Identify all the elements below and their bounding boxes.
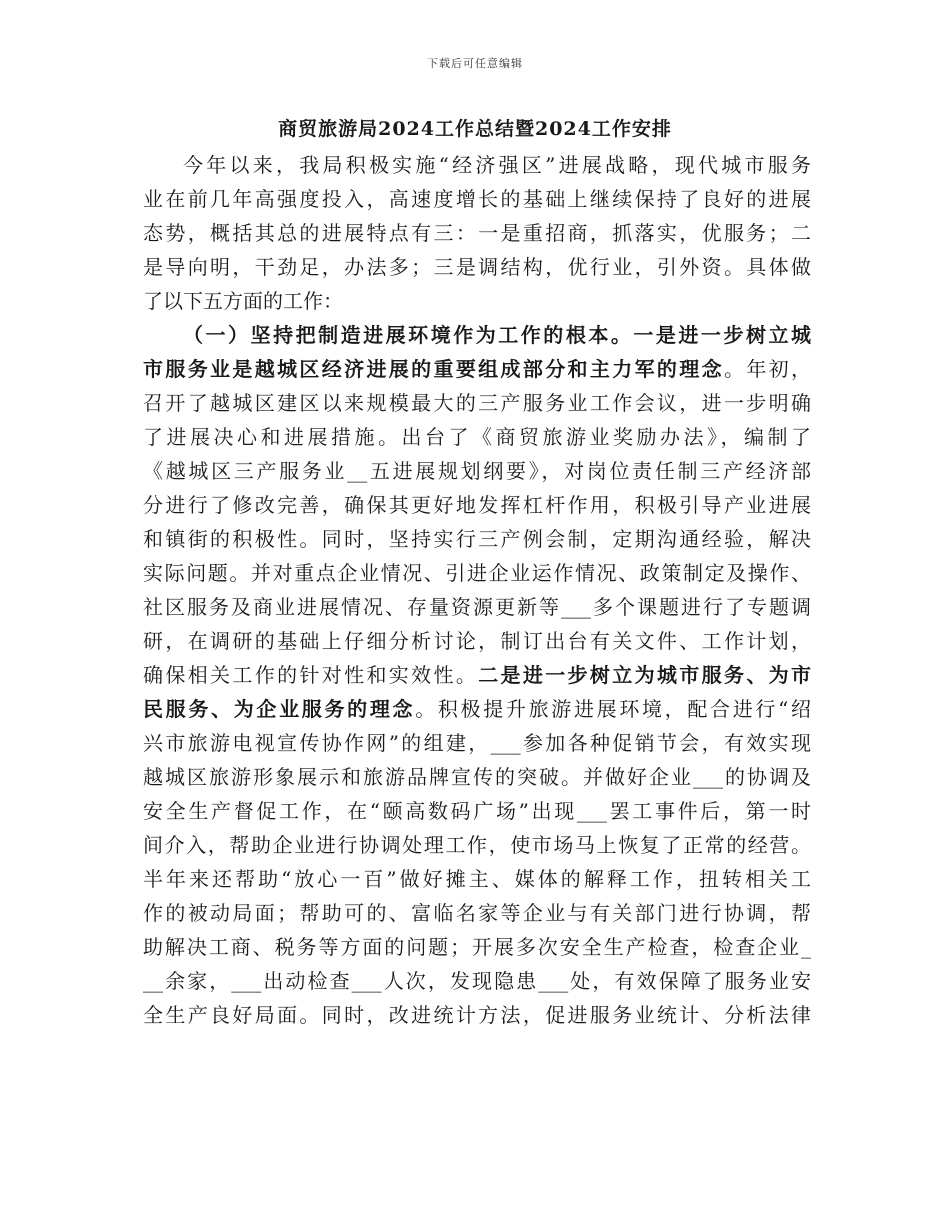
text-run: 。积极提升旅游进展环境，配合进行“绍 bbox=[415, 697, 811, 721]
text-run: 兴市旅游电视宣传协作网”的组建，___参加各种促销节会，有效实现 bbox=[143, 731, 811, 755]
text-line bbox=[143, 794, 811, 828]
text-run: 社区服务及商业进展情况、存量资源更新等___多个课题进行了专题调 bbox=[143, 595, 811, 619]
text-line bbox=[143, 182, 811, 216]
text-run: 了进展决心和进展措施。出台了《商贸旅游业奖励办法》，编制了 bbox=[143, 425, 811, 449]
bold-text-run: （一）坚持把制造进展环境作为工作的根本。一是进一步树立城 bbox=[183, 323, 811, 347]
text-line bbox=[143, 760, 811, 794]
text-run: 确保相关工作的针对性和实效性。 bbox=[143, 663, 479, 687]
text-line bbox=[143, 250, 811, 284]
text-run: 今年以来，我局积极实施“经济强区”进展战略，现代城市服务 bbox=[183, 153, 811, 177]
text-line bbox=[143, 556, 811, 590]
text-line bbox=[143, 318, 811, 352]
text-line bbox=[143, 148, 811, 182]
text-run: 分进行了修改完善，确保其更好地发挥杠杆作用，积极引导产业进展 bbox=[143, 493, 811, 517]
text-line bbox=[143, 216, 811, 250]
text-line bbox=[143, 590, 811, 624]
text-line bbox=[143, 284, 811, 318]
text-line bbox=[143, 998, 811, 1032]
text-line bbox=[143, 964, 811, 998]
text-run: 和镇街的积极性。同时，坚持实行三产例会制，定期沟通经验，解决 bbox=[143, 527, 811, 551]
text-line bbox=[143, 488, 811, 522]
document-body bbox=[143, 148, 811, 1032]
page-header: 下载后可任意编辑 bbox=[427, 57, 523, 70]
text-run: 间介入，帮助企业进行协调处理工作，使市场马上恢复了正常的经营。 bbox=[143, 833, 811, 857]
text-run: 是导向明，干劲足，办法多；三是调结构，优行业，引外资。具体做 bbox=[143, 255, 811, 279]
text-run: 研，在调研的基础上仔细分析讨论，制订出台有关文件、工作计划， bbox=[143, 629, 811, 653]
text-line bbox=[143, 386, 811, 420]
text-line bbox=[143, 726, 811, 760]
text-line bbox=[143, 522, 811, 556]
text-line bbox=[143, 930, 811, 964]
text-run: 半年来还帮助“放心一百”做好摊主、媒体的解释工作，扭转相关工 bbox=[143, 867, 811, 891]
text-line bbox=[143, 828, 811, 862]
text-run: 业在前几年高强度投入，高速度增长的基础上继续保持了良好的进展 bbox=[143, 187, 811, 211]
document-title: 商贸旅游局2024工作总结暨2024工作安排 bbox=[278, 118, 672, 140]
text-run: __余家，___出动检查___人次，发现隐患___处，有效保障了服务业安 bbox=[143, 969, 811, 993]
bold-text-run: 市服务业是越城区经济进展的重要组成部分和主力军的理念 bbox=[143, 357, 724, 381]
text-run: 。年初， bbox=[723, 357, 811, 381]
text-line bbox=[143, 692, 811, 726]
text-line bbox=[143, 454, 811, 488]
text-run: 作的被动局面；帮助可的、富临名家等企业与有关部门进行协调，帮 bbox=[143, 901, 811, 925]
text-line bbox=[143, 862, 811, 896]
text-run: 全生产良好局面。同时，改进统计方法，促进服务业统计、分析法律 bbox=[143, 1003, 811, 1027]
text-line bbox=[143, 658, 811, 692]
text-run: 态势，概括其总的进展特点有三：一是重招商，抓落实，优服务；二 bbox=[143, 221, 811, 245]
text-line bbox=[143, 352, 811, 386]
text-run: 实际问题。并对重点企业情况、引进企业运作情况、政策制定及操作、 bbox=[143, 561, 811, 585]
text-run: 助解决工商、税务等方面的问题；开展多次安全生产检查，检查企业_ bbox=[143, 935, 811, 959]
text-line bbox=[143, 896, 811, 930]
text-run: 越城区旅游形象展示和旅游品牌宣传的突破。并做好企业___的协调及 bbox=[143, 765, 811, 789]
text-line bbox=[143, 420, 811, 454]
bold-text-run: 民服务、为企业服务的理念 bbox=[143, 697, 416, 721]
bold-text-run: 二是进一步树立为城市服务、为市 bbox=[478, 663, 811, 687]
text-line bbox=[143, 624, 811, 658]
text-run: 安全生产督促工作，在“颐高数码广场”出现___罢工事件后，第一时 bbox=[143, 799, 811, 823]
text-run: 了以下五方面的工作： bbox=[143, 289, 343, 313]
text-run: 《越城区三产服务业__五进展规划纲要》，对岗位责任制三产经济部 bbox=[143, 459, 811, 483]
text-run: 召开了越城区建区以来规模最大的三产服务业工作会议，进一步明确 bbox=[143, 391, 811, 415]
